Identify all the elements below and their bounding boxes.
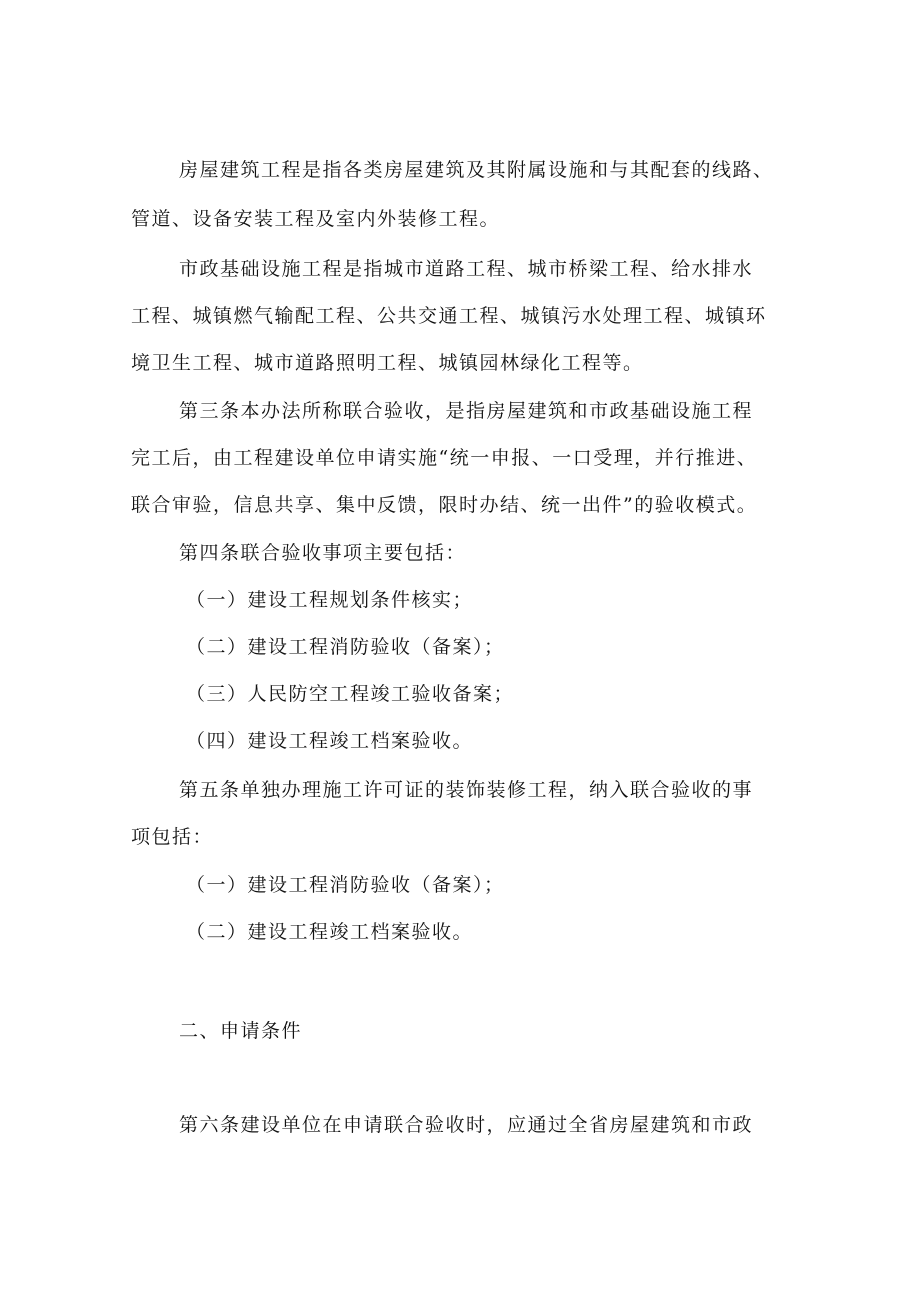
paragraph-line: 房屋建筑工程是指各类房屋建筑及其附属设施和与其配套的线路、: [179, 159, 774, 181]
paragraph-line: 境卫生工程、城市道路照明工程、城镇园林绿化工程等。: [131, 352, 644, 374]
article-3-line: 联合审验，信息共享、集中反馈，限时办结、统一出件”的验收模式。: [131, 494, 758, 516]
article-5-line: 第五条单独办理施工许可证的装饰装修工程，纳入联合验收的事: [179, 779, 754, 801]
list-item: （二）建设工程竣工档案验收。: [186, 921, 474, 943]
article-4-heading: 第四条联合验收事项主要包括：: [179, 542, 467, 564]
section-heading: 二、申请条件: [179, 1020, 303, 1042]
paragraph-line: 管道、设备安装工程及室内外装修工程。: [131, 208, 501, 230]
article-3-line: 第三条本办法所称联合验收，是指房屋建筑和市政基础设施工程: [179, 400, 754, 422]
paragraph-line: 工程、城镇燃气输配工程、公共交通工程、城镇污水处理工程、城镇环: [131, 305, 767, 327]
list-item: （二）建设工程消防验收（备案）；: [186, 636, 505, 658]
list-item: （一）建设工程规划条件核实；: [186, 589, 474, 611]
paragraph-line: 市政基础设施工程是指城市道路工程、城市桥梁工程、给水排水: [179, 258, 754, 280]
list-item: （三）人民防空工程竣工验收备案；: [186, 683, 515, 705]
article-5-line: 项包括：: [131, 826, 214, 848]
article-6-line: 第六条建设单位在申请联合验收时，应通过全省房屋建筑和市政: [179, 1114, 754, 1136]
article-3-line: 完工后，由工程建设单位申请实施“统一申报、一口受理，并行推进、: [131, 447, 758, 469]
list-item: （一）建设工程消防验收（备案）；: [186, 874, 505, 896]
list-item: （四）建设工程竣工档案验收。: [186, 730, 474, 752]
